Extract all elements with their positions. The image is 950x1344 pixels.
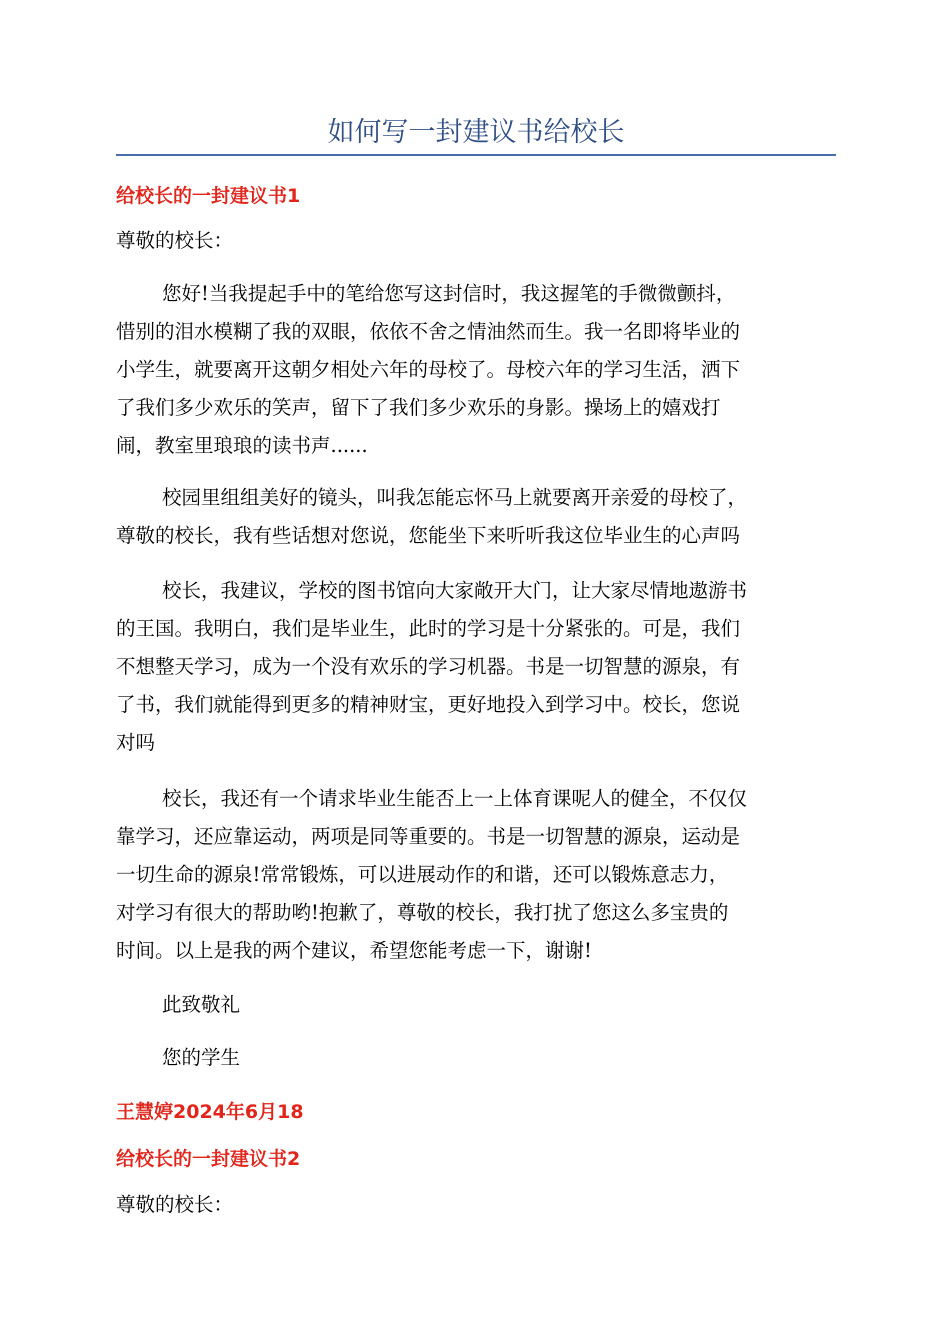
letter1-p3-line: 校长，我建议，学校的图书馆向大家敞开大门，让大家尽情地遨游书 bbox=[162, 579, 748, 602]
letter1-heading: 给校长的一封建议书1 bbox=[116, 185, 301, 207]
letter1-p3-line: 对吗 bbox=[116, 731, 156, 754]
letter1-p1-line: 了我们多少欢乐的笑声，留下了我们多少欢乐的身影。操场上的嬉戏打 bbox=[116, 396, 721, 419]
letter1-p3-line: 的王国。我明白，我们是毕业生，此时的学习是十分紧张的。可是，我们 bbox=[116, 617, 741, 640]
letter1-p1-line: 小学生，就要离开这朝夕相处六年的母校了。母校六年的学习生活，洒下 bbox=[116, 358, 741, 381]
letter1-p4-line: 靠学习，还应靠运动，两项是同等重要的。书是一切智慧的源泉，运动是 bbox=[116, 825, 741, 848]
letter1-p4-line: 校长，我还有一个请求毕业生能否上一上体育课呢人的健全，不仅仅 bbox=[162, 787, 748, 810]
title-underline bbox=[116, 154, 836, 156]
letter1-signoff: 您的学生 bbox=[162, 1046, 241, 1069]
letter1-p1-line: 惜别的泪水模糊了我的双眼，依依不舍之情油然而生。我一名即将毕业的 bbox=[116, 320, 741, 343]
letter2-salutation: 尊敬的校长： bbox=[116, 1193, 234, 1216]
letter1-p1-line: 您好!当我提起手中的笔给您写这封信时，我这握笔的手微微颤抖， bbox=[162, 282, 736, 305]
letter1-p2-line: 校园里组组美好的镜头，叫我怎能忘怀马上就要离开亲爱的母校了， bbox=[162, 486, 748, 509]
letter1-p3-line: 不想整天学习，成为一个没有欢乐的学习机器。书是一切智慧的源泉，有 bbox=[116, 655, 741, 678]
letter1-p4-line: 一切生命的源泉!常常锻炼，可以进展动作的和谐，还可以锻炼意志力， bbox=[116, 863, 729, 886]
letter2-heading: 给校长的一封建议书2 bbox=[116, 1148, 301, 1170]
letter1-closing: 此致敬礼 bbox=[162, 993, 241, 1016]
letter1-p2-line: 尊敬的校长，我有些话想对您说，您能坐下来听听我这位毕业生的心声吗 bbox=[116, 524, 741, 547]
letter1-salutation: 尊敬的校长： bbox=[116, 229, 234, 252]
letter1-p1-line: 闹，教室里琅琅的读书声...... bbox=[116, 434, 368, 457]
letter1-p4-line: 对学习有很大的帮助哟!抱歉了，尊敬的校长，我打扰了您这么多宝贵的 bbox=[116, 901, 729, 924]
letter1-signature: 王慧婷2024年6月18 bbox=[116, 1101, 304, 1123]
letter1-p4-line: 时间。以上是我的两个建议，希望您能考虑一下，谢谢! bbox=[116, 939, 592, 962]
letter1-p3-line: 了书，我们就能得到更多的精神财宝，更好地投入到学习中。校长，您说 bbox=[116, 693, 741, 716]
document-title: 如何写一封建议书给校长 bbox=[327, 117, 625, 148]
